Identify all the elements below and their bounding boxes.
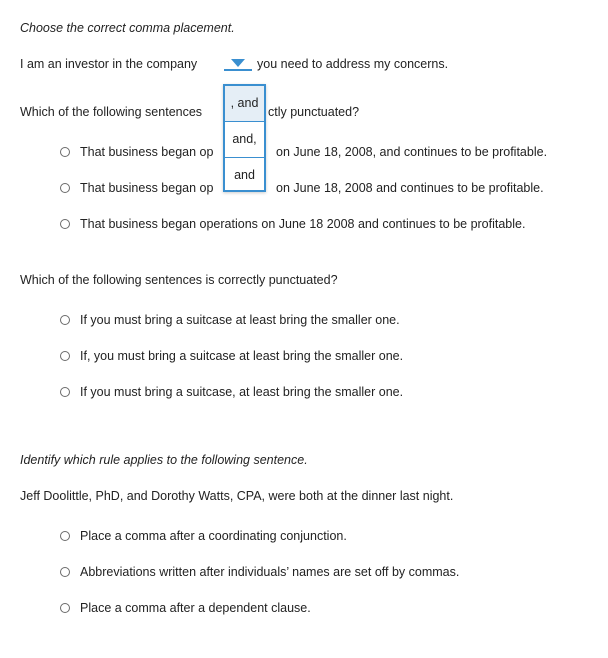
dropdown-underline[interactable]: [224, 69, 252, 71]
q3-option-2-radio[interactable]: [60, 351, 70, 361]
q3-option-1-label[interactable]: If you must bring a suitcase at least bring the smaller one.: [80, 313, 400, 327]
q2-option-2-label-right[interactable]: on June 18, 2008 and continues to be profitable.: [276, 181, 544, 195]
dropdown-option-and[interactable]: and: [234, 168, 255, 182]
q1-sentence-after: you need to address my concerns.: [257, 57, 449, 71]
q4-option-1-radio[interactable]: [60, 531, 70, 541]
chevron-down-icon[interactable]: [231, 59, 245, 67]
q2-option-1-label-left[interactable]: That business began op: [80, 145, 214, 159]
q2-option-3-radio[interactable]: [60, 219, 70, 229]
q4-option-2-label[interactable]: Abbreviations written after individuals’ names are set off by commas.: [80, 565, 460, 579]
comma-dropdown-list[interactable]: [223, 84, 266, 192]
q2-prompt-right: ctly punctuated?: [268, 105, 360, 119]
q2-option-1-label-right[interactable]: on June 18, 2008, and continues to be profitable.: [276, 145, 548, 159]
q2-option-1-radio[interactable]: [60, 147, 70, 157]
q1-instruction: Choose the correct comma placement.: [20, 21, 235, 35]
q3-prompt: Which of the following sentences is correctly punctuated?: [20, 273, 338, 287]
dropdown-option-and-comma[interactable]: and,: [232, 132, 257, 146]
q4-sentence: Jeff Doolittle, PhD, and Dorothy Watts, CPA, were both at the dinner last night.: [20, 489, 454, 503]
q4-option-1-label[interactable]: Place a comma after a coordinating conjunction.: [80, 529, 347, 543]
q2-option-3-label[interactable]: That business began operations on June 18 2008 and continues to be profitable.: [80, 217, 526, 231]
q1-sentence-before: I am an investor in the company: [20, 57, 198, 71]
q4-option-3-label[interactable]: Place a comma after a dependent clause.: [80, 601, 311, 615]
q2-prompt-left: Which of the following sentences: [20, 105, 203, 119]
dropdown-option-comma-and[interactable]: , and: [225, 86, 264, 121]
q4-option-3-radio[interactable]: [60, 603, 70, 613]
q2-option-2-label-left[interactable]: That business began op: [80, 181, 214, 195]
q3-option-2-label[interactable]: If, you must bring a suitcase at least bring the smaller one.: [80, 349, 404, 363]
q2-option-2-radio[interactable]: [60, 183, 70, 193]
q3-option-1-radio[interactable]: [60, 315, 70, 325]
q3-option-3-radio[interactable]: [60, 387, 70, 397]
q4-option-2-radio[interactable]: [60, 567, 70, 577]
q4-instruction: Identify which rule applies to the following sentence.: [20, 453, 308, 467]
q3-option-3-label[interactable]: If you must bring a suitcase, at least bring the smaller one.: [80, 385, 404, 399]
